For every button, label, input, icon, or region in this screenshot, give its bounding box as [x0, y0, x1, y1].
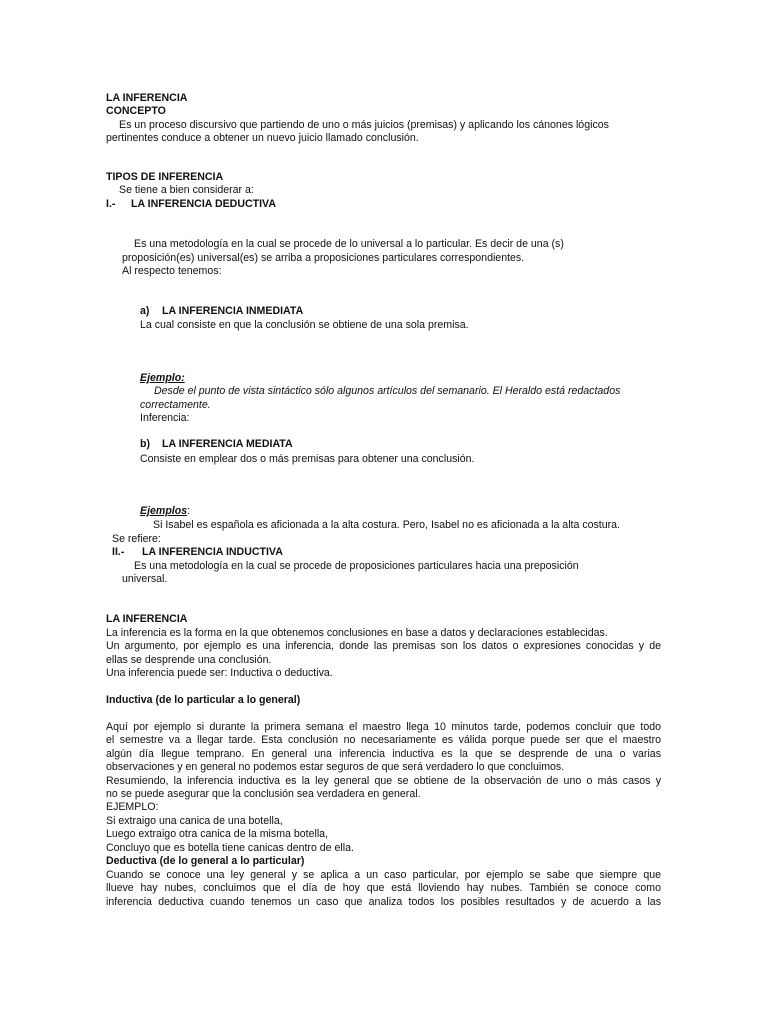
- example-1-text-line: correctamente.: [140, 399, 211, 411]
- inductiva-ejemplo-label: EJEMPLO:: [106, 801, 159, 813]
- example-1-label: Ejemplo:: [140, 372, 185, 384]
- subsection-a-marker: a): [140, 305, 150, 317]
- deductiva-text-line: inferencia deductiva cuando tenemos un caso que analiza todos los posibles resultados y de acuerdo a las: [106, 896, 661, 908]
- inductiva-text-line: Resumiendo, la inferencia inductiva es la ley general que se obtiene de la observación de uno o más casos y: [106, 775, 661, 787]
- section-2-text-line: universal.: [122, 573, 168, 585]
- subsection-b-marker: b): [140, 438, 150, 450]
- concepto-text-line: Es un proceso discursivo que partiendo de uno o más juicios (premisas) y aplicando los cánones lógicos: [119, 119, 609, 131]
- section-1-title: LA INFERENCIA DEDUCTIVA: [131, 198, 276, 210]
- paragraph-1-line: ellas se desprende una conclusión.: [106, 654, 272, 666]
- inductiva-example-line: Luego extraigo otra canica de la misma botella,: [106, 828, 329, 840]
- example-1-inferencia: Inferencia:: [140, 412, 190, 424]
- heading-inductiva: Inductiva (de lo particular a lo general): [106, 694, 301, 706]
- inductiva-text-line: Aquí por ejemplo si durante la primera semana el maestro llega 10 minutos tarde, podemos concluir que todo: [106, 721, 661, 733]
- paragraph-1-line: Una inferencia puede ser: Inductiva o deductiva.: [106, 667, 333, 679]
- concepto-text-line: pertinentes conduce a obtener un nuevo juicio llamado conclusión.: [106, 132, 419, 144]
- subsection-a-title: LA INFERENCIA INMEDIATA: [162, 305, 304, 317]
- paragraph-1-line: La inferencia es la forma en la que obtenemos conclusiones en base a datos y declaraciones establecidas.: [106, 627, 608, 639]
- deductiva-text-line: llueve hay nubes, concluimos que el día de hoy que está lloviendo hay nubes. También se conoce como: [106, 882, 661, 894]
- example-2-se-refiere: Se refiere:: [112, 533, 161, 545]
- inductiva-text-line: no se puede asegurar que la conclusión sea verdadera en general.: [106, 788, 421, 800]
- subsection-a-description: La cual consiste en que la conclusión se obtiene de una sola premisa.: [140, 319, 469, 331]
- deductiva-text-line: Cuando se conoce una ley general y se aplica a un caso particular, por ejemplo se sabe que siempre que: [106, 869, 661, 881]
- paragraph-1-line: Un argumento, por ejemplo es una inferencia, donde las premisas son los datos o expresiones conocidas y de: [106, 640, 661, 652]
- subsection-b-title: LA INFERENCIA MEDIATA: [162, 438, 293, 450]
- section-2-number: II.-: [112, 546, 125, 558]
- title-la-inferencia: LA INFERENCIA: [106, 92, 188, 104]
- heading-concepto: CONCEPTO: [106, 105, 166, 117]
- heading-tipos-de-inferencia: TIPOS DE INFERENCIA: [106, 171, 224, 183]
- subsection-b-description: Consiste en emplear dos o más premisas para obtener una conclusión.: [140, 453, 475, 465]
- example-2-colon: :: [187, 505, 191, 517]
- example-2-label: Ejemplos: [140, 505, 188, 517]
- section-1-text-line: Al respecto tenemos:: [122, 265, 222, 277]
- section-2-title: LA INFERENCIA INDUCTIVA: [142, 546, 283, 558]
- section-1-text-line: Es una metodología en la cual se procede de lo universal a lo particular. Es decir de una (s): [134, 238, 564, 250]
- inductiva-text-line: observaciones y en general no podemos estar seguros de que será verdadero lo que concluimos.: [106, 761, 565, 773]
- example-2-label-line: [140, 505, 190, 519]
- example-2-text-line: Si Isabel es española es aficionada a la alta costura. Pero, Isabel no es aficionada a la alta costura.: [153, 519, 621, 531]
- section-1-text-line: proposición(es) universal(es) se arriba a proposiciones particulares correspondientes.: [122, 252, 525, 264]
- example-1-text-line: Desde el punto de vista sintáctico sólo algunos artículos del semanario. El Heraldo está redactados: [154, 385, 621, 397]
- section-1-number: I.-: [106, 198, 116, 210]
- inductiva-text-line: algún día llegue temprano. En general una inferencia inductiva es la que se desprende de una o varias: [106, 748, 661, 760]
- inductiva-example-line: Si extraigo una canica de una botella,: [106, 815, 283, 827]
- inductiva-example-line: Concluyo que es botella tiene canicas dentro de ella.: [106, 842, 354, 854]
- title-la-inferencia-2: LA INFERENCIA: [106, 613, 188, 625]
- section-2-text-line: Es una metodología en la cual se procede de proposiciones particulares hacia una preposición: [134, 560, 579, 572]
- heading-deductiva: Deductiva (de lo general a lo particular): [106, 855, 305, 867]
- inductiva-text-line: el semestre va a llegar tarde. Esta conclusión no necesariamente es válida porque puede ser que el maestro: [106, 734, 661, 746]
- tipos-intro: Se tiene a bien considerar a:: [119, 184, 254, 196]
